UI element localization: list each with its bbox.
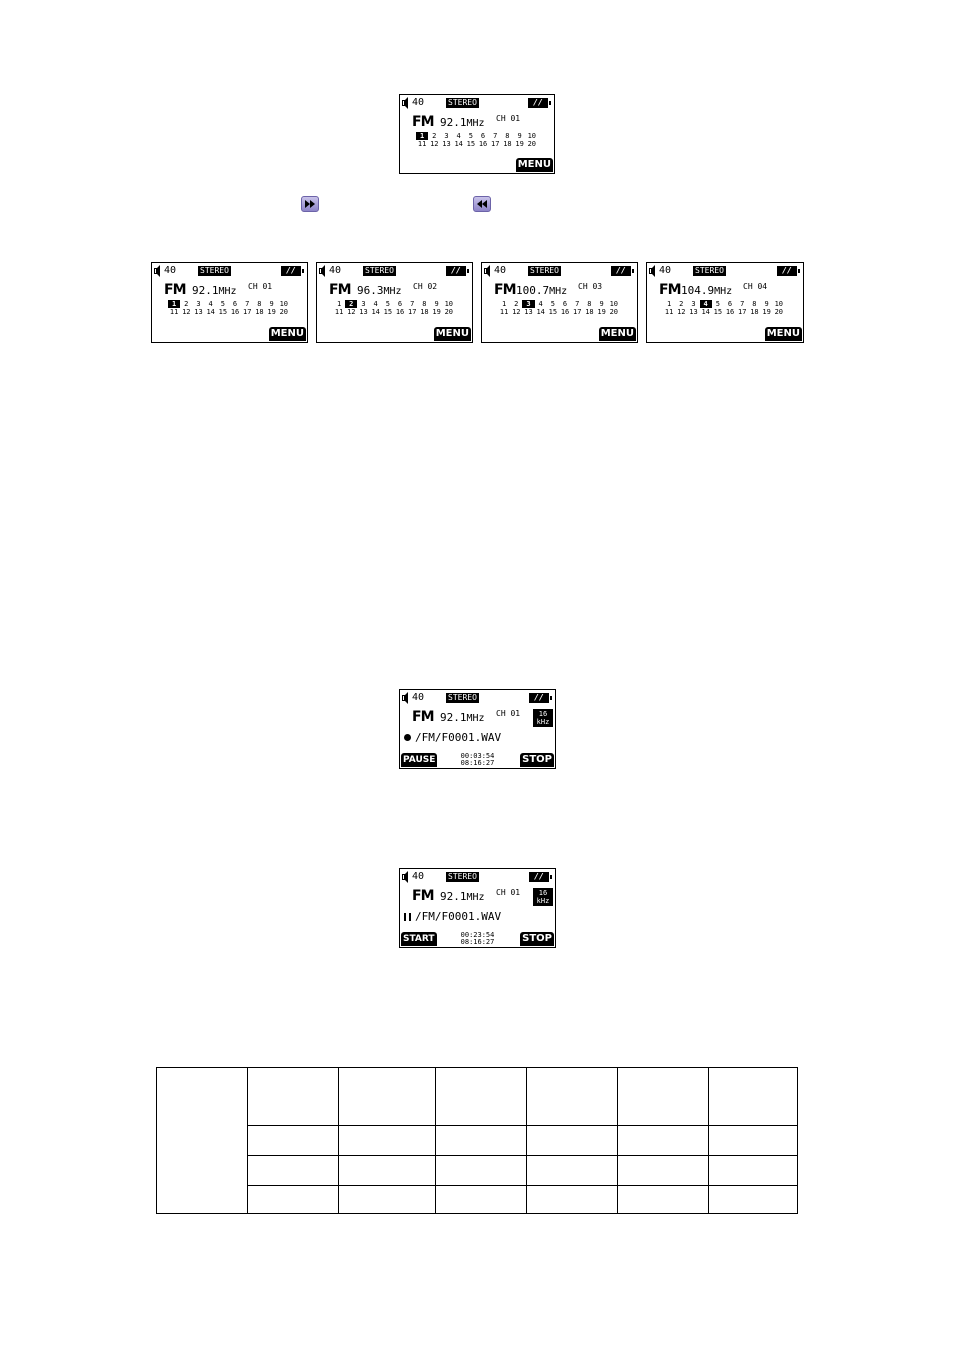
sample-rate-badge — [533, 888, 553, 906]
volume-indicator — [649, 265, 671, 278]
battery-icon: // — [777, 266, 797, 276]
preset-number: 5 — [220, 300, 225, 308]
preset-number: 15 — [713, 308, 723, 316]
band-label: FM — [164, 282, 186, 298]
preset-number: 14 — [454, 140, 463, 148]
preset-number: 2 — [514, 300, 519, 308]
preset-number: 12 — [512, 308, 521, 316]
band-label: FM — [412, 114, 434, 130]
frequency-readout — [440, 711, 485, 724]
frequency-value: 96.3 — [357, 284, 384, 297]
band-label: FM — [659, 282, 681, 298]
preset-number: 5 — [468, 132, 473, 140]
sample-rate-badge — [533, 709, 553, 727]
preset-number: 14 — [206, 308, 215, 316]
frequency-value: 92.1 — [440, 711, 467, 724]
radio-screen-preset-2 — [316, 262, 473, 343]
preset-row — [168, 300, 290, 308]
preset-number: 1 — [501, 300, 507, 308]
frequency-unit: MHz — [466, 713, 485, 724]
preset-number: 18 — [255, 308, 264, 316]
volume-indicator — [154, 265, 176, 278]
preset-number: 8 — [257, 300, 262, 308]
preset-number: 18 — [420, 308, 429, 316]
preset-number: 10 — [279, 300, 288, 308]
preset-grid — [498, 300, 620, 316]
elapsed-time: 00:03:54 — [460, 752, 495, 760]
preset-number: 13 — [689, 308, 698, 316]
preset-number: 19 — [597, 308, 606, 316]
preset-number: 9 — [269, 300, 274, 308]
preset-grid — [168, 300, 290, 316]
preset-number: 12 — [347, 308, 356, 316]
preset-number: 5 — [550, 300, 555, 308]
preset-number: 5 — [715, 300, 720, 308]
preset-number: 8 — [752, 300, 757, 308]
volume-level: 40 — [164, 265, 177, 276]
frequency-unit: MHz — [549, 286, 568, 297]
frequency-value: 92.1 — [192, 284, 219, 297]
table-cell — [527, 1068, 618, 1126]
preset-number: 16 — [230, 308, 240, 316]
menu-button[interactable]: MENU — [435, 328, 469, 339]
radio-screen-recording — [399, 689, 556, 769]
table-cell — [618, 1068, 709, 1126]
record-icon — [404, 734, 411, 741]
table-cell — [339, 1156, 436, 1186]
radio-screen-preset-1 — [151, 262, 308, 343]
preset-number: 3 — [361, 300, 366, 308]
speaker-icon — [484, 265, 490, 277]
preset-number: 7 — [410, 300, 415, 308]
frequency-readout — [516, 284, 567, 297]
preset-row — [416, 140, 538, 148]
preset-number: 3 — [196, 300, 201, 308]
volume-indicator — [402, 871, 424, 884]
stereo-badge: STEREO — [365, 266, 394, 275]
preset-number: 6 — [562, 300, 568, 308]
preset-row — [498, 300, 620, 308]
preset-grid — [333, 300, 455, 316]
frequency-value: 104.9 — [681, 284, 715, 297]
preset-number: 6 — [232, 300, 238, 308]
preset-number: 3 — [444, 132, 449, 140]
menu-button[interactable]: MENU — [600, 328, 634, 339]
preset-row — [168, 308, 290, 316]
preset-number: 7 — [740, 300, 745, 308]
preset-number: 1 — [336, 300, 342, 308]
frequency-readout — [357, 284, 402, 297]
preset-number: 4 — [373, 300, 378, 308]
remaining-time: 08:16:27 — [460, 938, 495, 946]
volume-indicator — [484, 265, 506, 278]
preset-number: 4 — [700, 300, 712, 308]
start-button[interactable]: START — [403, 934, 435, 944]
preset-row — [663, 300, 785, 308]
battery-icon: // — [529, 693, 549, 703]
frequency-value: 92.1 — [440, 116, 467, 129]
table-cell — [248, 1126, 339, 1156]
spec-table — [156, 1067, 798, 1214]
preset-number: 18 — [585, 308, 594, 316]
preset-number: 10 — [774, 300, 783, 308]
stereo-badge: STEREO — [530, 266, 559, 275]
preset-number: 15 — [218, 308, 228, 316]
preset-number: 16 — [478, 140, 488, 148]
preset-number: 6 — [397, 300, 403, 308]
frequency-unit: MHz — [714, 286, 733, 297]
preset-number: 16 — [395, 308, 405, 316]
preset-row — [416, 132, 538, 140]
preset-number: 11 — [169, 308, 179, 316]
sample-rate-unit: kHz — [536, 897, 550, 905]
preset-row — [333, 308, 455, 316]
table-cell — [436, 1156, 527, 1186]
pause-icon — [404, 913, 411, 921]
menu-button[interactable]: MENU — [766, 328, 800, 339]
preset-row — [498, 308, 620, 316]
stereo-badge: STEREO — [448, 872, 477, 881]
table-cell — [436, 1186, 527, 1214]
preset-number: 17 — [738, 308, 747, 316]
preset-number: 1 — [666, 300, 672, 308]
volume-level: 40 — [494, 265, 507, 276]
table-cell — [709, 1126, 798, 1156]
rewind-icon[interactable] — [473, 196, 491, 212]
channel-label: CH 04 — [743, 282, 768, 291]
file-path — [404, 731, 501, 744]
speaker-icon — [402, 97, 408, 109]
preset-number: 4 — [456, 132, 461, 140]
preset-number: 7 — [245, 300, 250, 308]
speaker-icon — [402, 871, 408, 883]
volume-level: 40 — [412, 871, 425, 882]
volume-level: 40 — [659, 265, 672, 276]
file-name: /FM/F0001.WAV — [415, 910, 502, 923]
preset-number: 20 — [527, 140, 536, 148]
band-label: FM — [329, 282, 351, 298]
preset-number: 8 — [422, 300, 427, 308]
table-cell — [618, 1126, 709, 1156]
preset-number: 12 — [677, 308, 686, 316]
preset-number: 13 — [442, 140, 451, 148]
preset-number: 3 — [522, 300, 534, 308]
preset-number: 17 — [408, 308, 417, 316]
preset-number: 18 — [750, 308, 759, 316]
band-label: FM — [412, 888, 434, 904]
channel-label: CH 01 — [496, 114, 521, 123]
preset-number: 1 — [416, 132, 428, 140]
menu-button[interactable]: MENU — [270, 328, 304, 339]
battery-icon: // — [528, 98, 548, 108]
band-label: FM — [412, 709, 434, 725]
preset-number: 20 — [774, 308, 783, 316]
table-cell — [436, 1068, 527, 1126]
preset-number: 4 — [538, 300, 543, 308]
preset-number: 20 — [444, 308, 453, 316]
radio-screen-paused — [399, 868, 556, 948]
preset-number: 15 — [383, 308, 393, 316]
preset-number: 9 — [764, 300, 769, 308]
battery-icon: // — [611, 266, 631, 276]
preset-row — [663, 308, 785, 316]
preset-number: 20 — [279, 308, 288, 316]
channel-label: CH 01 — [496, 888, 521, 897]
table-cell — [527, 1156, 618, 1186]
frequency-unit: MHz — [218, 286, 237, 297]
frequency-unit: MHz — [466, 892, 485, 903]
table-cell — [339, 1186, 436, 1214]
preset-number: 2 — [679, 300, 684, 308]
file-path — [404, 910, 501, 923]
table-cell — [618, 1156, 709, 1186]
channel-label: CH 02 — [413, 282, 438, 291]
preset-number: 14 — [371, 308, 380, 316]
volume-level: 40 — [412, 97, 425, 108]
volume-indicator — [402, 97, 424, 110]
preset-number: 17 — [573, 308, 582, 316]
table-cell — [709, 1186, 798, 1214]
file-name: /FM/F0001.WAV — [415, 731, 502, 744]
preset-number: 14 — [536, 308, 545, 316]
speaker-icon — [649, 265, 655, 277]
preset-number: 14 — [701, 308, 710, 316]
table-cell — [709, 1156, 798, 1186]
preset-number: 19 — [762, 308, 771, 316]
preset-number: 11 — [499, 308, 509, 316]
preset-number: 13 — [359, 308, 368, 316]
preset-number: 20 — [609, 308, 618, 316]
table-cell — [709, 1068, 798, 1126]
preset-number: 6 — [727, 300, 733, 308]
band-label: FM — [494, 282, 516, 298]
table-cell — [248, 1186, 339, 1214]
frequency-unit: MHz — [383, 286, 402, 297]
sample-rate-value: 16 — [538, 889, 548, 897]
table-cell — [618, 1186, 709, 1214]
volume-indicator — [402, 692, 424, 705]
preset-number: 3 — [691, 300, 696, 308]
stereo-badge: STEREO — [200, 266, 229, 275]
table-cell — [527, 1126, 618, 1156]
frequency-value: 100.7 — [516, 284, 550, 297]
speaker-icon — [154, 265, 160, 277]
preset-number: 6 — [480, 132, 486, 140]
volume-level: 40 — [412, 692, 425, 703]
frequency-unit: MHz — [466, 118, 485, 129]
table-cell — [157, 1068, 248, 1214]
preset-number: 13 — [524, 308, 533, 316]
fast-forward-arrow — [310, 200, 315, 208]
frequency-readout — [681, 284, 732, 297]
preset-number: 11 — [664, 308, 674, 316]
table-cell — [248, 1068, 339, 1126]
table-cell — [339, 1068, 436, 1126]
preset-number: 12 — [430, 140, 439, 148]
radio-screen-top — [399, 94, 555, 174]
stereo-badge: STEREO — [695, 266, 724, 275]
preset-number: 1 — [168, 300, 180, 308]
stereo-badge: STEREO — [448, 693, 477, 702]
preset-number: 9 — [434, 300, 439, 308]
radio-screen-preset-3 — [481, 262, 638, 343]
radio-screen-preset-4 — [646, 262, 804, 343]
preset-number: 18 — [503, 140, 512, 148]
elapsed-time: 00:23:54 — [460, 931, 495, 939]
preset-number: 2 — [345, 300, 357, 308]
volume-indicator — [319, 265, 341, 278]
fast-forward-icon[interactable] — [301, 196, 319, 212]
stop-button[interactable]: STOP — [522, 754, 552, 765]
sample-rate-value: 16 — [538, 710, 548, 718]
preset-number: 10 — [609, 300, 618, 308]
stereo-badge: STEREO — [448, 98, 477, 107]
preset-number: 5 — [385, 300, 390, 308]
preset-number: 10 — [527, 132, 536, 140]
preset-number: 10 — [444, 300, 453, 308]
preset-number: 13 — [194, 308, 203, 316]
preset-number: 11 — [334, 308, 344, 316]
preset-number: 9 — [599, 300, 604, 308]
table-cell — [248, 1156, 339, 1186]
preset-number: 7 — [493, 132, 498, 140]
preset-number: 2 — [432, 132, 437, 140]
preset-number: 19 — [432, 308, 441, 316]
table-cell — [436, 1126, 527, 1156]
sample-rate-unit: kHz — [536, 718, 550, 726]
preset-number: 9 — [517, 132, 522, 140]
preset-number: 19 — [267, 308, 276, 316]
preset-number: 16 — [560, 308, 570, 316]
preset-number: 2 — [184, 300, 189, 308]
frequency-value: 92.1 — [440, 890, 467, 903]
battery-icon: // — [529, 872, 549, 882]
frequency-readout — [440, 116, 485, 129]
preset-number: 12 — [182, 308, 191, 316]
battery-icon: // — [446, 266, 466, 276]
channel-label: CH 01 — [496, 709, 521, 718]
rewind-arrow — [482, 200, 487, 208]
volume-level: 40 — [329, 265, 342, 276]
remaining-time: 08:16:27 — [460, 759, 495, 767]
table-cell — [339, 1126, 436, 1156]
preset-number: 7 — [575, 300, 580, 308]
battery-icon: // — [281, 266, 301, 276]
stop-button[interactable]: STOP — [522, 933, 552, 944]
pause-button[interactable]: PAUSE — [403, 755, 436, 765]
channel-label: CH 03 — [578, 282, 603, 291]
preset-number: 19 — [515, 140, 524, 148]
preset-grid — [663, 300, 785, 316]
frequency-readout — [192, 284, 237, 297]
menu-button[interactable]: MENU — [517, 159, 551, 170]
frequency-readout — [440, 890, 485, 903]
preset-number: 4 — [208, 300, 213, 308]
preset-number: 17 — [243, 308, 252, 316]
preset-number: 15 — [548, 308, 558, 316]
speaker-icon — [319, 265, 325, 277]
preset-number: 15 — [466, 140, 476, 148]
preset-number: 16 — [725, 308, 735, 316]
channel-label: CH 01 — [248, 282, 273, 291]
preset-number: 17 — [491, 140, 500, 148]
preset-number: 11 — [417, 140, 427, 148]
preset-number: 8 — [587, 300, 592, 308]
speaker-icon — [402, 692, 408, 704]
table-cell — [527, 1186, 618, 1214]
preset-number: 8 — [505, 132, 510, 140]
preset-grid — [416, 132, 538, 148]
preset-row — [333, 300, 455, 308]
